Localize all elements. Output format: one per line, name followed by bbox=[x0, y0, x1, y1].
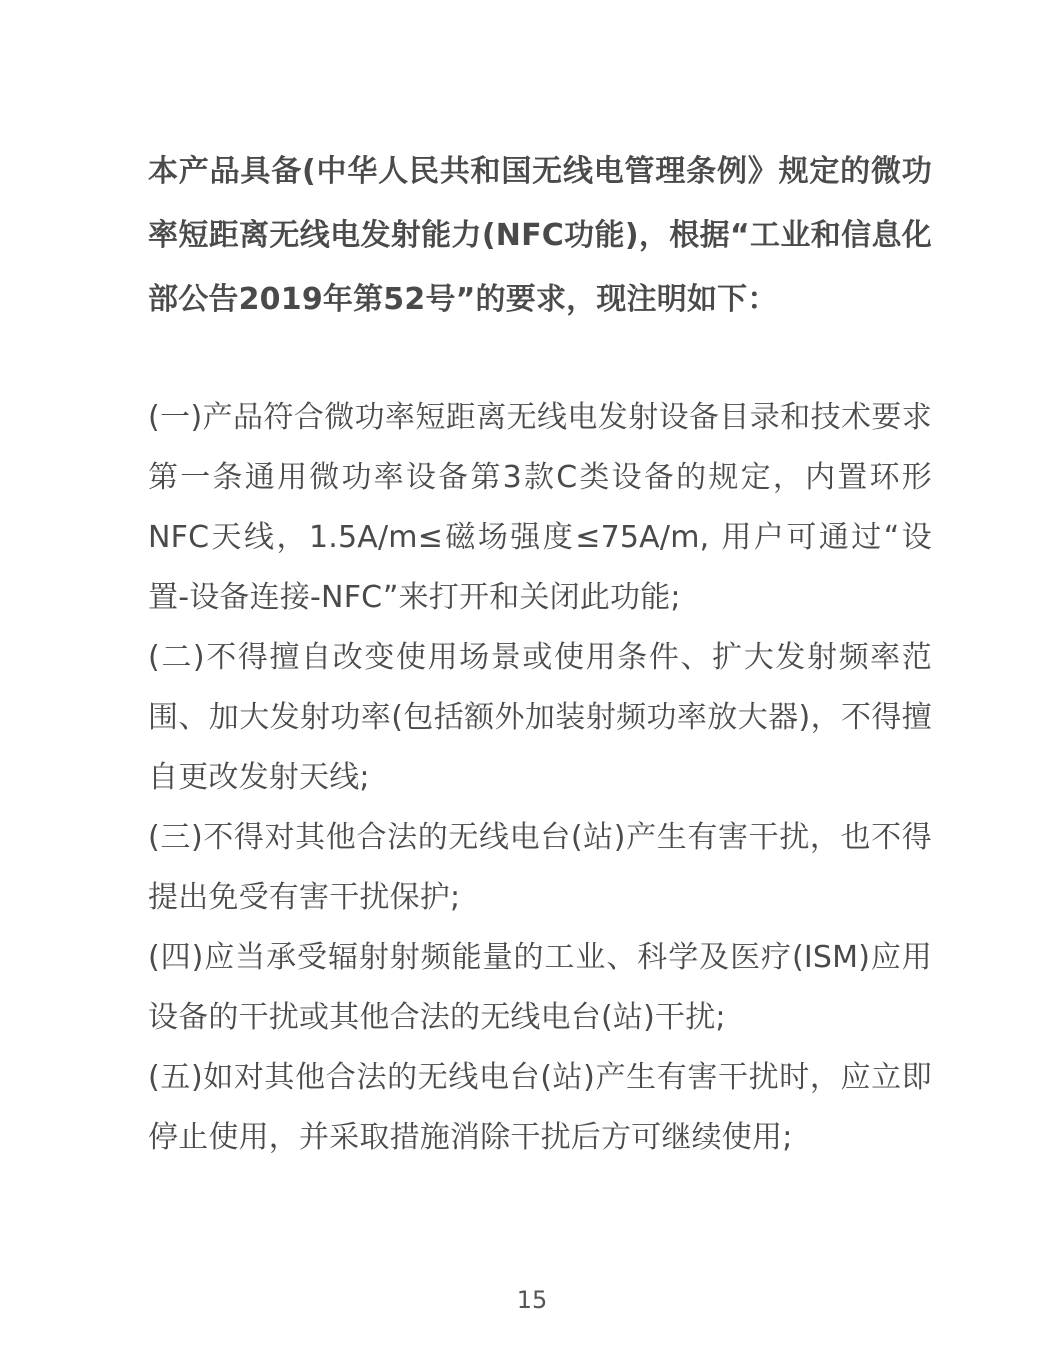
clause-1: (一)产品符合微功率短距离无线电发射设备目录和技术要求第一条通用微功率设备第3款C类设备的规定，内置环形NFC天线，1.5A/m≤磁场强度≤75A/m, 用户可通过“设置-设备连接-NFC”来打开和关闭此功能; bbox=[148, 400, 932, 615]
clause-5: (五)如对其他合法的无线电台(站)产生有害干扰时，应立即停止使用，并采取措施消除干扰后方可继续使用; bbox=[148, 1060, 932, 1155]
document-body bbox=[148, 140, 932, 1168]
intro-paragraph: 本产品具备(中华人民共和国无线电管理条例》规定的微功率短距离无线电发射能力(NFC功能)，根据“工业和信息化部公告2019年第52号”的要求，现注明如下： bbox=[148, 154, 932, 317]
page-number: 15 bbox=[516, 1286, 548, 1314]
clause-3: (三)不得对其他合法的无线电台(站)产生有害干扰，也不得提出免受有害干扰保护; bbox=[148, 820, 932, 915]
clause-list bbox=[148, 388, 932, 1168]
clause-2: (二)不得擅自改变使用场景或使用条件、扩大发射频率范围、加大发射功率(包括额外加装射频功率放大器)，不得擅自更改发射天线; bbox=[148, 640, 932, 795]
clause-4: (四)应当承受辐射射频能量的工业、科学及医疗(ISM)应用设备的干扰或其他合法的无线电台(站)干扰; bbox=[148, 940, 932, 1035]
